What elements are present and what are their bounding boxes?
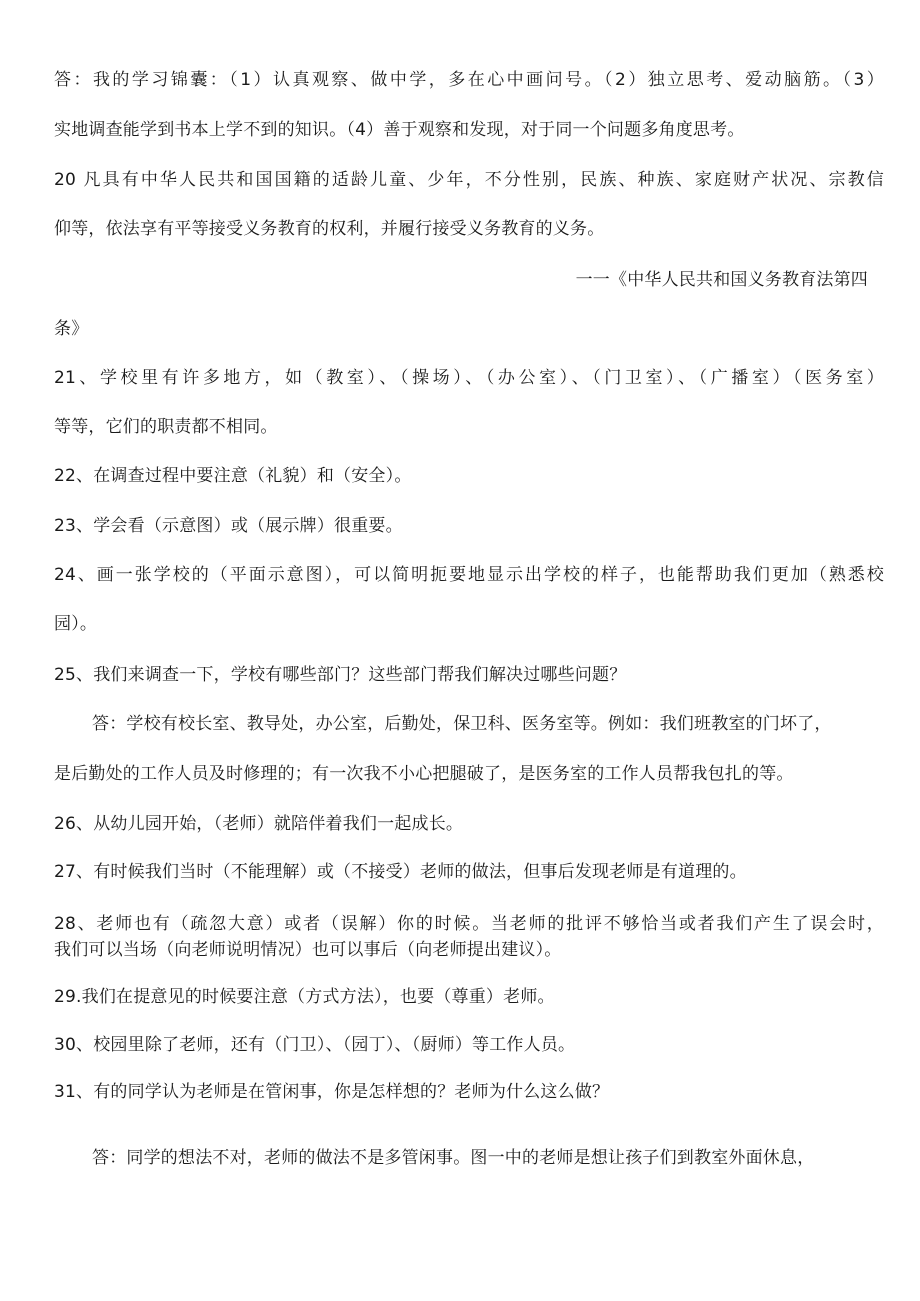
text-line: 我们可以当场（向老师说明情况）也可以事后（向老师提出建议）。 [54, 940, 562, 960]
answer-line: 是后勤处的工作人员及时修理的；有一次我不小心把腿破了，是医务室的工作人员帮我包扎的等。 [54, 764, 794, 784]
citation-line: 一一《中华人民共和国义务教育法第四 [575, 270, 868, 290]
text-line: 23、学会看（示意图）或（展示牌）很重要。 [54, 516, 403, 536]
text-line: 21、学校里有许多地方，如（教室）、（操场）、（办公室）、（门卫室）、（广播室）（医务室） [54, 368, 884, 388]
text-line: 20 凡具有中华人民共和国国籍的适龄儿童、少年，不分性别，民族、种族、家庭财产状况、宗教信 [54, 170, 884, 190]
text-line: 园）。 [54, 614, 98, 634]
text-line: 30、校园里除了老师，还有（门卫）、（园丁）、（厨师）等工作人员。 [54, 1035, 576, 1055]
text-line: 等等，它们的职责都不相同。 [54, 417, 278, 437]
text-line: 29.我们在提意见的时候要注意（方式方法），也要（尊重）老师。 [54, 987, 555, 1007]
text-line: 24、画一张学校的（平面示意图），可以简明扼要地显示出学校的样子，也能帮助我们更加（熟悉校 [54, 565, 884, 585]
text-line: 答：我的学习锦囊：（1）认真观察、做中学，多在心中画问号。（2）独立思考、爱动脑筋。（3） [54, 70, 884, 90]
text-line: 27、有时候我们当时（不能理解）或（不接受）老师的做法，但事后发现老师是有道理的。 [54, 862, 747, 882]
text-line: 28、老师也有（疏忽大意）或者（误解）你的时候。当老师的批评不够恰当或者我们产生了误会时， [54, 914, 884, 934]
citation-line: 条》 [54, 319, 89, 339]
text-line: 26、从幼儿园开始，（老师）就陪伴着我们一起成长。 [54, 814, 464, 834]
text-line: 实地调查能学到书本上学不到的知识。（4）善于观察和发现，对于同一个问题多角度思考。 [54, 120, 745, 140]
answer-line: 答：学校有校长室、教导处，办公室，后勤处，保卫科、医务室等。例如：我们班教室的门坏了， [92, 714, 832, 734]
text-line: 22、在调查过程中要注意（礼貌）和（安全）。 [54, 466, 412, 486]
text-line: 25、我们来调查一下，学校有哪些部门？这些部门帮我们解决过哪些问题？ [54, 665, 627, 685]
text-line: 仰等，依法享有平等接受义务教育的权利，并履行接受义务教育的义务。 [54, 219, 605, 239]
text-line: 31、有的同学认为老师是在管闲事，你是怎样想的？老师为什么这么做？ [54, 1082, 610, 1102]
answer-line: 答：同学的想法不对，老师的做法不是多管闲事。图一中的老师是想让孩子们到教室外面休息， [92, 1148, 815, 1168]
